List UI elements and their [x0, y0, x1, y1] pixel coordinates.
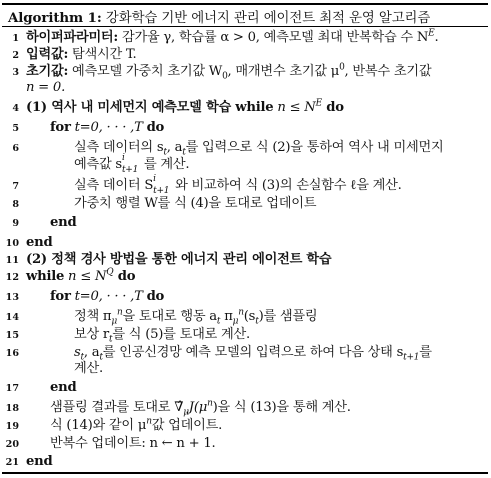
line-number: 2 — [12, 50, 19, 61]
line-keyword: (1) 역사 내 미세먼지 예측모델 학습 while — [26, 100, 274, 115]
line-sub: t — [163, 147, 167, 158]
line-number: 6 — [12, 143, 19, 154]
line-sup: n — [116, 307, 123, 318]
line-keyword: while — [26, 269, 65, 284]
line-text: t=0, · · · ,T — [70, 289, 147, 304]
line-keyword: end — [26, 454, 53, 469]
line-keyword: end — [26, 235, 53, 250]
line-sup: Q — [106, 267, 114, 278]
line-tail: do — [146, 289, 165, 304]
line-keyword: 하이퍼파라미터: — [26, 30, 119, 45]
line-sup: E — [428, 28, 435, 39]
line-sub: t — [99, 352, 103, 363]
algorithm-title-text: 강화학습 기반 에너지 관리 에이전트 최적 운영 알고리즘 — [105, 11, 431, 26]
line-text: 실측 데이터 S — [74, 178, 154, 193]
line-number: 20 — [5, 439, 19, 450]
line-tail: 를 인공신경망 예측 모델의 입력으로 하여 다음 상태 s — [102, 345, 404, 360]
line-tail: J(μ — [188, 400, 208, 415]
line-number: 10 — [5, 238, 19, 249]
line-tail: , a — [83, 345, 100, 360]
line-text: t=0, · · · ,T — [70, 120, 147, 135]
line-sub: t — [216, 316, 221, 327]
line-sub: t+1 — [403, 352, 420, 363]
line-keyword: end — [50, 215, 77, 230]
line-tail: , 매개변수 초기값 μ — [227, 64, 340, 79]
algorithm-title — [8, 7, 430, 26]
line-text: 샘플링 결과를 토대로 ∇̂ — [50, 400, 184, 415]
line-text: n ≤ N — [273, 100, 316, 115]
line-sub: 0 — [222, 71, 228, 82]
line-text: n = 0. — [26, 80, 66, 95]
line-sub: μ — [111, 316, 117, 327]
line-sup: 0 — [339, 62, 345, 73]
line-sup: n — [238, 307, 244, 318]
algorithm-box: Algorithm 1: 강화학습 기반 에너지 관리 에이전트 최적 운영 알고리즘 1 하이퍼파라미터: 감가율 γ, 학습률 α > 0, 예측모델 최대 반복학습 수 $N^E$. 2 입력값: 탐색시간 T. 3 초기값: 예측모델 가중치 초기값 $W_0$, 매개변수 초기값 $\mu^0$, 반복수 초기값 n = 0. 4 (1) 역사 내 미세먼지 예측모델 학습 while $n \le N^E$ do 5 for t=0, · · · ,T do 6 실측 데이터의 $s_t$, $a_t$를 입력으로 식 (2)을 통하여 역사 내 미세먼지 예측값 s i t+1 를 계산. 7 실측 데이터 S i t+1 와 비교하여 식 (3)의 손실함수 ℓ을 계산. 8 가중치 행렬 W를 식 (4)을 토대로 업데이트 9 end 10 end 11 (2) 정책 경사 방법을 통한 에너지 관리 에이전트 학습 12 while $n \le N^Q$ do 13 for t=0, · · · ,T do 14 정책 $\pi_\mu^n$을 토대로 행동 $a_t$ $\pi_\mu^n(s_t)$를 샘플링 15 보상 $r_t$를 식 (5)를 토대로 계산. 16 $s_t$, $a_t$를 인공신경망 예측 모델의 입력으로 하여 다음 상태 $s_{t+1}$를 계산. 17 end 18 샘플링 결과를 토대로 $\nablâ_\mu J(\mu^n)$을 식 (13)을 통해 계산. 19 식 (14)와 같이 $\mu^n$값 업데이트. 20 반복수 업데이트: n ← n + 1. 21 end — [2, 3, 488, 474]
line-tail: do — [321, 100, 344, 115]
line-number: 8 — [12, 199, 19, 210]
line-tail: )을 식 (13)을 통해 계산. — [212, 400, 351, 415]
line-keyword: (2) 정책 경사 방법을 통한 에너지 관리 에이전트 학습 — [26, 252, 332, 267]
line-tail: 와 비교하여 식 (3)의 손실함수 ℓ을 계산. — [175, 178, 402, 193]
line-tail: . — [434, 30, 439, 45]
line-text: 가중치 행렬 W를 식 (4)을 토대로 업데이트 — [74, 196, 317, 211]
line-number: 7 — [12, 181, 19, 192]
line-sub: μ — [232, 316, 239, 327]
line-number: 4 — [12, 103, 19, 114]
line-tail: do — [146, 120, 165, 135]
line-sub: t — [80, 352, 84, 363]
line-text: n ≤ N — [64, 269, 107, 284]
line-number: 18 — [5, 403, 19, 414]
line-tail: 을 토대로 행동 a — [122, 309, 217, 324]
line-number: 9 — [12, 218, 19, 229]
line-text: 탐색시간 T. — [68, 47, 137, 62]
line-number: 21 — [5, 457, 19, 468]
line-number: 13 — [5, 292, 19, 303]
line-number: 16 — [5, 348, 19, 359]
line-tail: do — [113, 269, 136, 284]
line-tail: (s — [243, 309, 256, 324]
bottom-rule — [2, 472, 488, 474]
line-tail: , a — [166, 140, 183, 155]
line-number: 1 — [12, 33, 19, 44]
line-sub: μ — [183, 407, 189, 418]
line-text: s — [74, 345, 81, 360]
line-sup: n — [146, 416, 152, 427]
line-keyword: end — [50, 380, 77, 395]
line-tail: 값 업데이트. — [151, 418, 223, 433]
top-rule — [2, 3, 488, 5]
line-text: 감가율 γ, 학습률 α > 0, 예측모델 최대 반복학습 수 N — [118, 30, 429, 45]
line-text: 반복수 업데이트: n ← n + 1. — [50, 436, 216, 451]
line-number: 3 — [12, 67, 19, 78]
line-text: 예측값 s — [74, 157, 122, 172]
line-keyword: 입력값: — [26, 47, 69, 62]
algorithm-label: Algorithm 1: — [8, 10, 102, 26]
line-keyword: 초기값: — [26, 64, 69, 79]
line-sup: n — [207, 398, 213, 409]
line-number: 15 — [5, 330, 19, 341]
line-sub: t — [255, 316, 259, 327]
line-tail: 를 식 (5)를 토대로 계산. — [112, 327, 250, 342]
line-number: 5 — [12, 123, 19, 134]
header-rule — [2, 26, 488, 27]
line-number: 14 — [5, 312, 19, 323]
line-text: 보상 r — [74, 327, 109, 342]
line-tail: 를 — [419, 345, 432, 360]
line-keyword: for — [50, 120, 71, 135]
line-keyword: for — [50, 289, 71, 304]
line-number: 11 — [5, 255, 19, 266]
line-sub: t — [108, 334, 113, 345]
line-tail: )를 샘플링 — [258, 309, 318, 324]
line-text: 예측모델 가중치 초기값 W — [68, 64, 223, 79]
line-text: 계산. — [74, 361, 103, 376]
line-text: 식 (14)와 같이 μ — [50, 418, 147, 433]
line-tail: , 반복수 초기값 — [344, 64, 432, 79]
line-number: 17 — [5, 383, 19, 394]
line-sup: E — [315, 98, 322, 109]
line-number: 12 — [5, 272, 19, 283]
line-tail: 를 입력으로 식 (2)을 통하여 역사 내 미세먼지 — [185, 140, 444, 155]
line-text: 정책 π — [74, 309, 112, 324]
line-tail: π — [220, 309, 233, 324]
line-text: 실측 데이터의 s — [74, 140, 164, 155]
line-sub: t — [182, 147, 186, 158]
line-number: 19 — [5, 421, 19, 432]
line-tail: 를 계산. — [143, 157, 190, 172]
